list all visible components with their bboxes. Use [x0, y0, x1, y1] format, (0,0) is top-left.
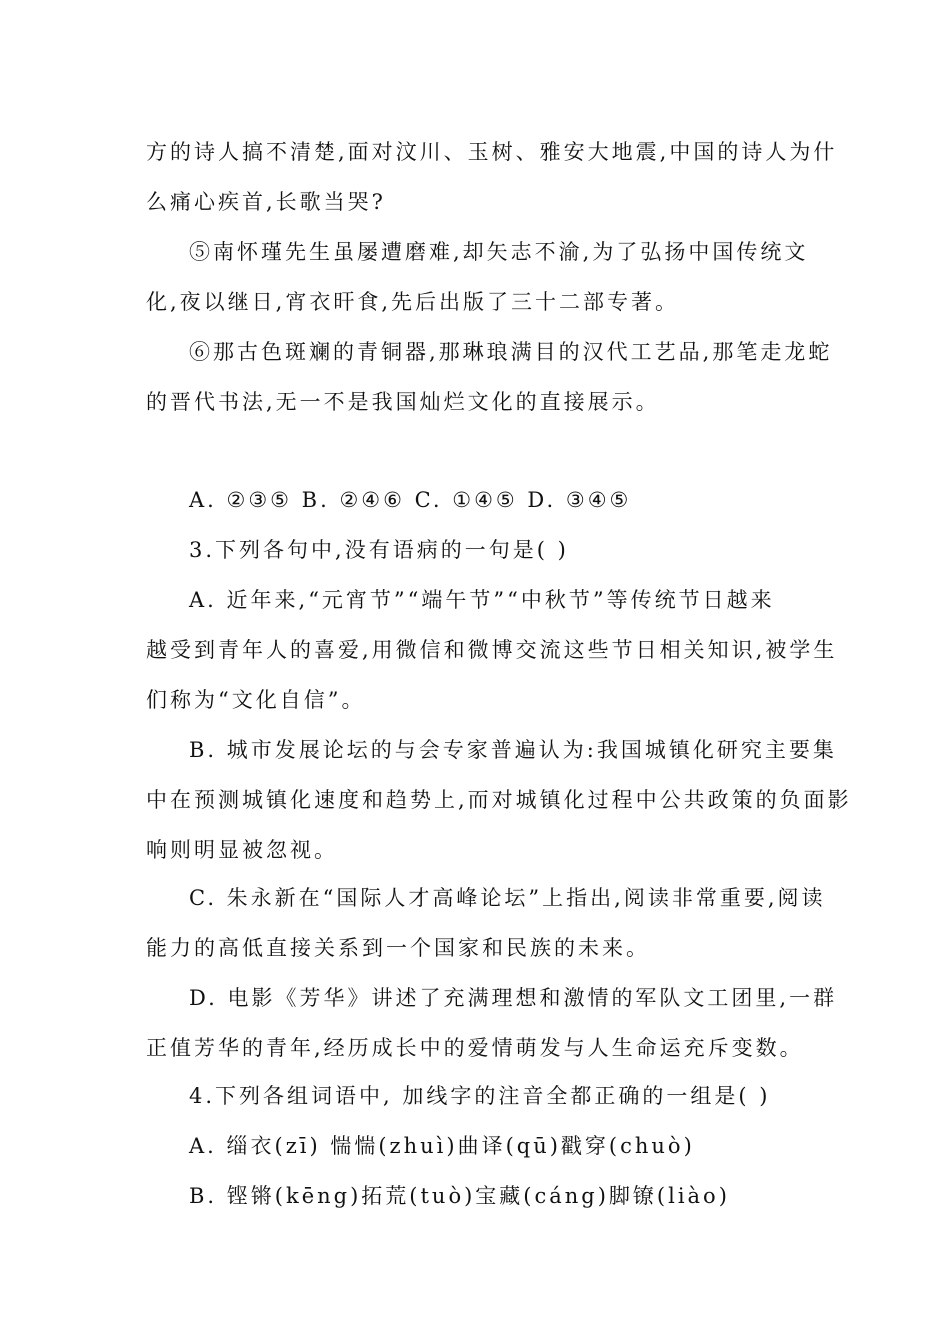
question-3-option-d: D. 电影《芳华》讲述了充满理想和激情的军队文工团里,一群	[189, 986, 838, 1010]
question-3-stem: 3.下列各句中,没有语病的一句是( )	[189, 538, 569, 562]
question-3-option-c: 能力的高低直接关系到一个国家和民族的未来。	[146, 936, 650, 960]
question-3-option-a: A. 近年来,“元宵节”“端午节”“中秋节”等传统节日越来	[189, 588, 775, 612]
question-3-option-d: 正值芳华的青年,经历成长中的爱情萌发与人生命运充斥变数。	[146, 1036, 804, 1060]
question-3-option-b: 中在预测城镇化速度和趋势上,而对城镇化过程中公共政策的负面影	[146, 788, 852, 812]
question-4-option-b: B. 铿锵(kēng)拓荒(tuò)宝藏(cáng)脚镣(liào)	[189, 1184, 730, 1208]
paragraph-line: 方的诗人搞不清楚,面对汶川、玉树、雅安大地震,中国的诗人为什	[146, 140, 838, 164]
item-5-line: 化,夜以继日,宵衣旰食,先后出版了三十二部专著。	[146, 290, 680, 314]
paragraph-line: 么痛心疾首,长歌当哭?	[146, 190, 386, 214]
question-3-option-a: 越受到青年人的喜爱,用微信和微博交流这些节日相关知识,被学生	[146, 638, 838, 662]
item-6-line: 的晋代书法,无一不是我国灿烂文化的直接展示。	[146, 390, 660, 414]
question-3-option-a: 们称为“文化自信”。	[146, 688, 366, 712]
question-3-option-c: C. 朱永新在“国际人才高峰论坛”上指出,阅读非常重要,阅读	[189, 886, 826, 910]
answer-options: A. ②③⑤ B. ②④⑥ C. ①④⑤ D. ③④⑤	[189, 488, 632, 512]
question-4-stem: 4.下列各组词语中, 加线字的注音全都正确的一组是( )	[189, 1084, 771, 1108]
item-5-line: ⑤南怀瑾先生虽屡遭磨难,却矢志不渝,为了弘扬中国传统文	[189, 240, 809, 264]
question-3-option-b: B. 城市发展论坛的与会专家普遍认为:我国城镇化研究主要集	[189, 738, 837, 762]
question-4-option-a: A. 缁衣(zī) 惴惴(zhuì)曲译(qū)戳穿(chuò)	[189, 1134, 695, 1158]
item-6-line: ⑥那古色斑斓的青铜器,那琳琅满目的汉代工艺品,那笔走龙蛇	[189, 340, 833, 364]
question-3-option-b: 响则明显被忽视。	[146, 838, 338, 862]
